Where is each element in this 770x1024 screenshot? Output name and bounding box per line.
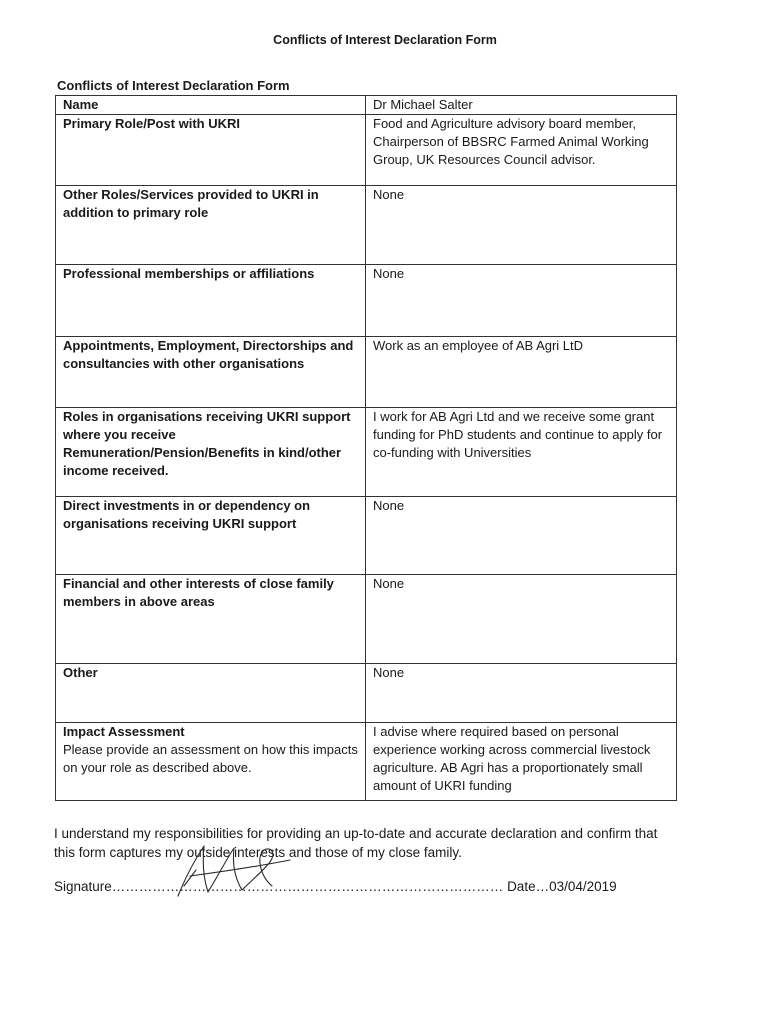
row-value: Work as an employee of AB Agri LtD <box>366 337 677 408</box>
table-row <box>56 186 677 265</box>
row-label: Professional memberships or affiliations <box>56 265 366 337</box>
table-row <box>56 337 677 408</box>
handwritten-signature <box>160 836 300 902</box>
row-value: None <box>366 186 677 265</box>
row-label: Appointments, Employment, Directorships and consultancies with other organisations <box>56 337 366 408</box>
impact-value: I advise where required based on personal experience working across commercial livestock agriculture. AB Agri has a proportionately small amount of UKRI funding <box>366 723 677 801</box>
table-row-impact <box>56 723 677 801</box>
signature-label: Signature <box>54 879 112 894</box>
row-value: None <box>366 497 677 575</box>
signature-line <box>54 879 617 894</box>
row-value: Food and Agriculture advisory board member, Chairperson of BBSRC Farmed Animal Working Group, UK Resources Council advisor. <box>366 115 677 186</box>
table-row <box>56 96 677 115</box>
row-value: None <box>366 575 677 664</box>
row-label: Financial and other interests of close family members in above areas <box>56 575 366 664</box>
impact-label-cell <box>56 723 366 801</box>
date-label: Date…03/04/2019 <box>507 879 617 894</box>
row-value: None <box>366 265 677 337</box>
row-label: Roles in organisations receiving UKRI support where you receive Remuneration/Pension/Benefits in kind/other income received. <box>56 408 366 497</box>
signature-dots: …………………………………………………………………………… <box>111 879 504 894</box>
page-header-title: Conflicts of Interest Declaration Form <box>273 33 497 47</box>
impact-title: Impact Assessment <box>63 724 185 739</box>
declaration-table <box>55 95 677 801</box>
row-label: Other Roles/Services provided to UKRI in addition to primary role <box>56 186 366 265</box>
table-row <box>56 664 677 723</box>
row-label: Primary Role/Post with UKRI <box>56 115 366 186</box>
table-row <box>56 265 677 337</box>
table-row <box>56 408 677 497</box>
row-value: None <box>366 664 677 723</box>
row-label: Direct investments in or dependency on organisations receiving UKRI support <box>56 497 366 575</box>
row-value: I work for AB Agri Ltd and we receive some grant funding for PhD students and continue to apply for co-funding with Universities <box>366 408 677 497</box>
table-row <box>56 115 677 186</box>
row-label: Name <box>56 96 366 115</box>
table-row <box>56 575 677 664</box>
declaration-statement: I understand my responsibilities for providing an up-to-date and accurate declaration and confirm that this form captures my outside interests and those of my close family. <box>54 826 658 860</box>
row-value: Dr Michael Salter <box>366 96 677 115</box>
row-label: Other <box>56 664 366 723</box>
form-title: Conflicts of Interest Declaration Form <box>57 78 290 93</box>
impact-description: Please provide an assessment on how this impacts on your role as described above. <box>63 742 358 775</box>
table-row <box>56 497 677 575</box>
